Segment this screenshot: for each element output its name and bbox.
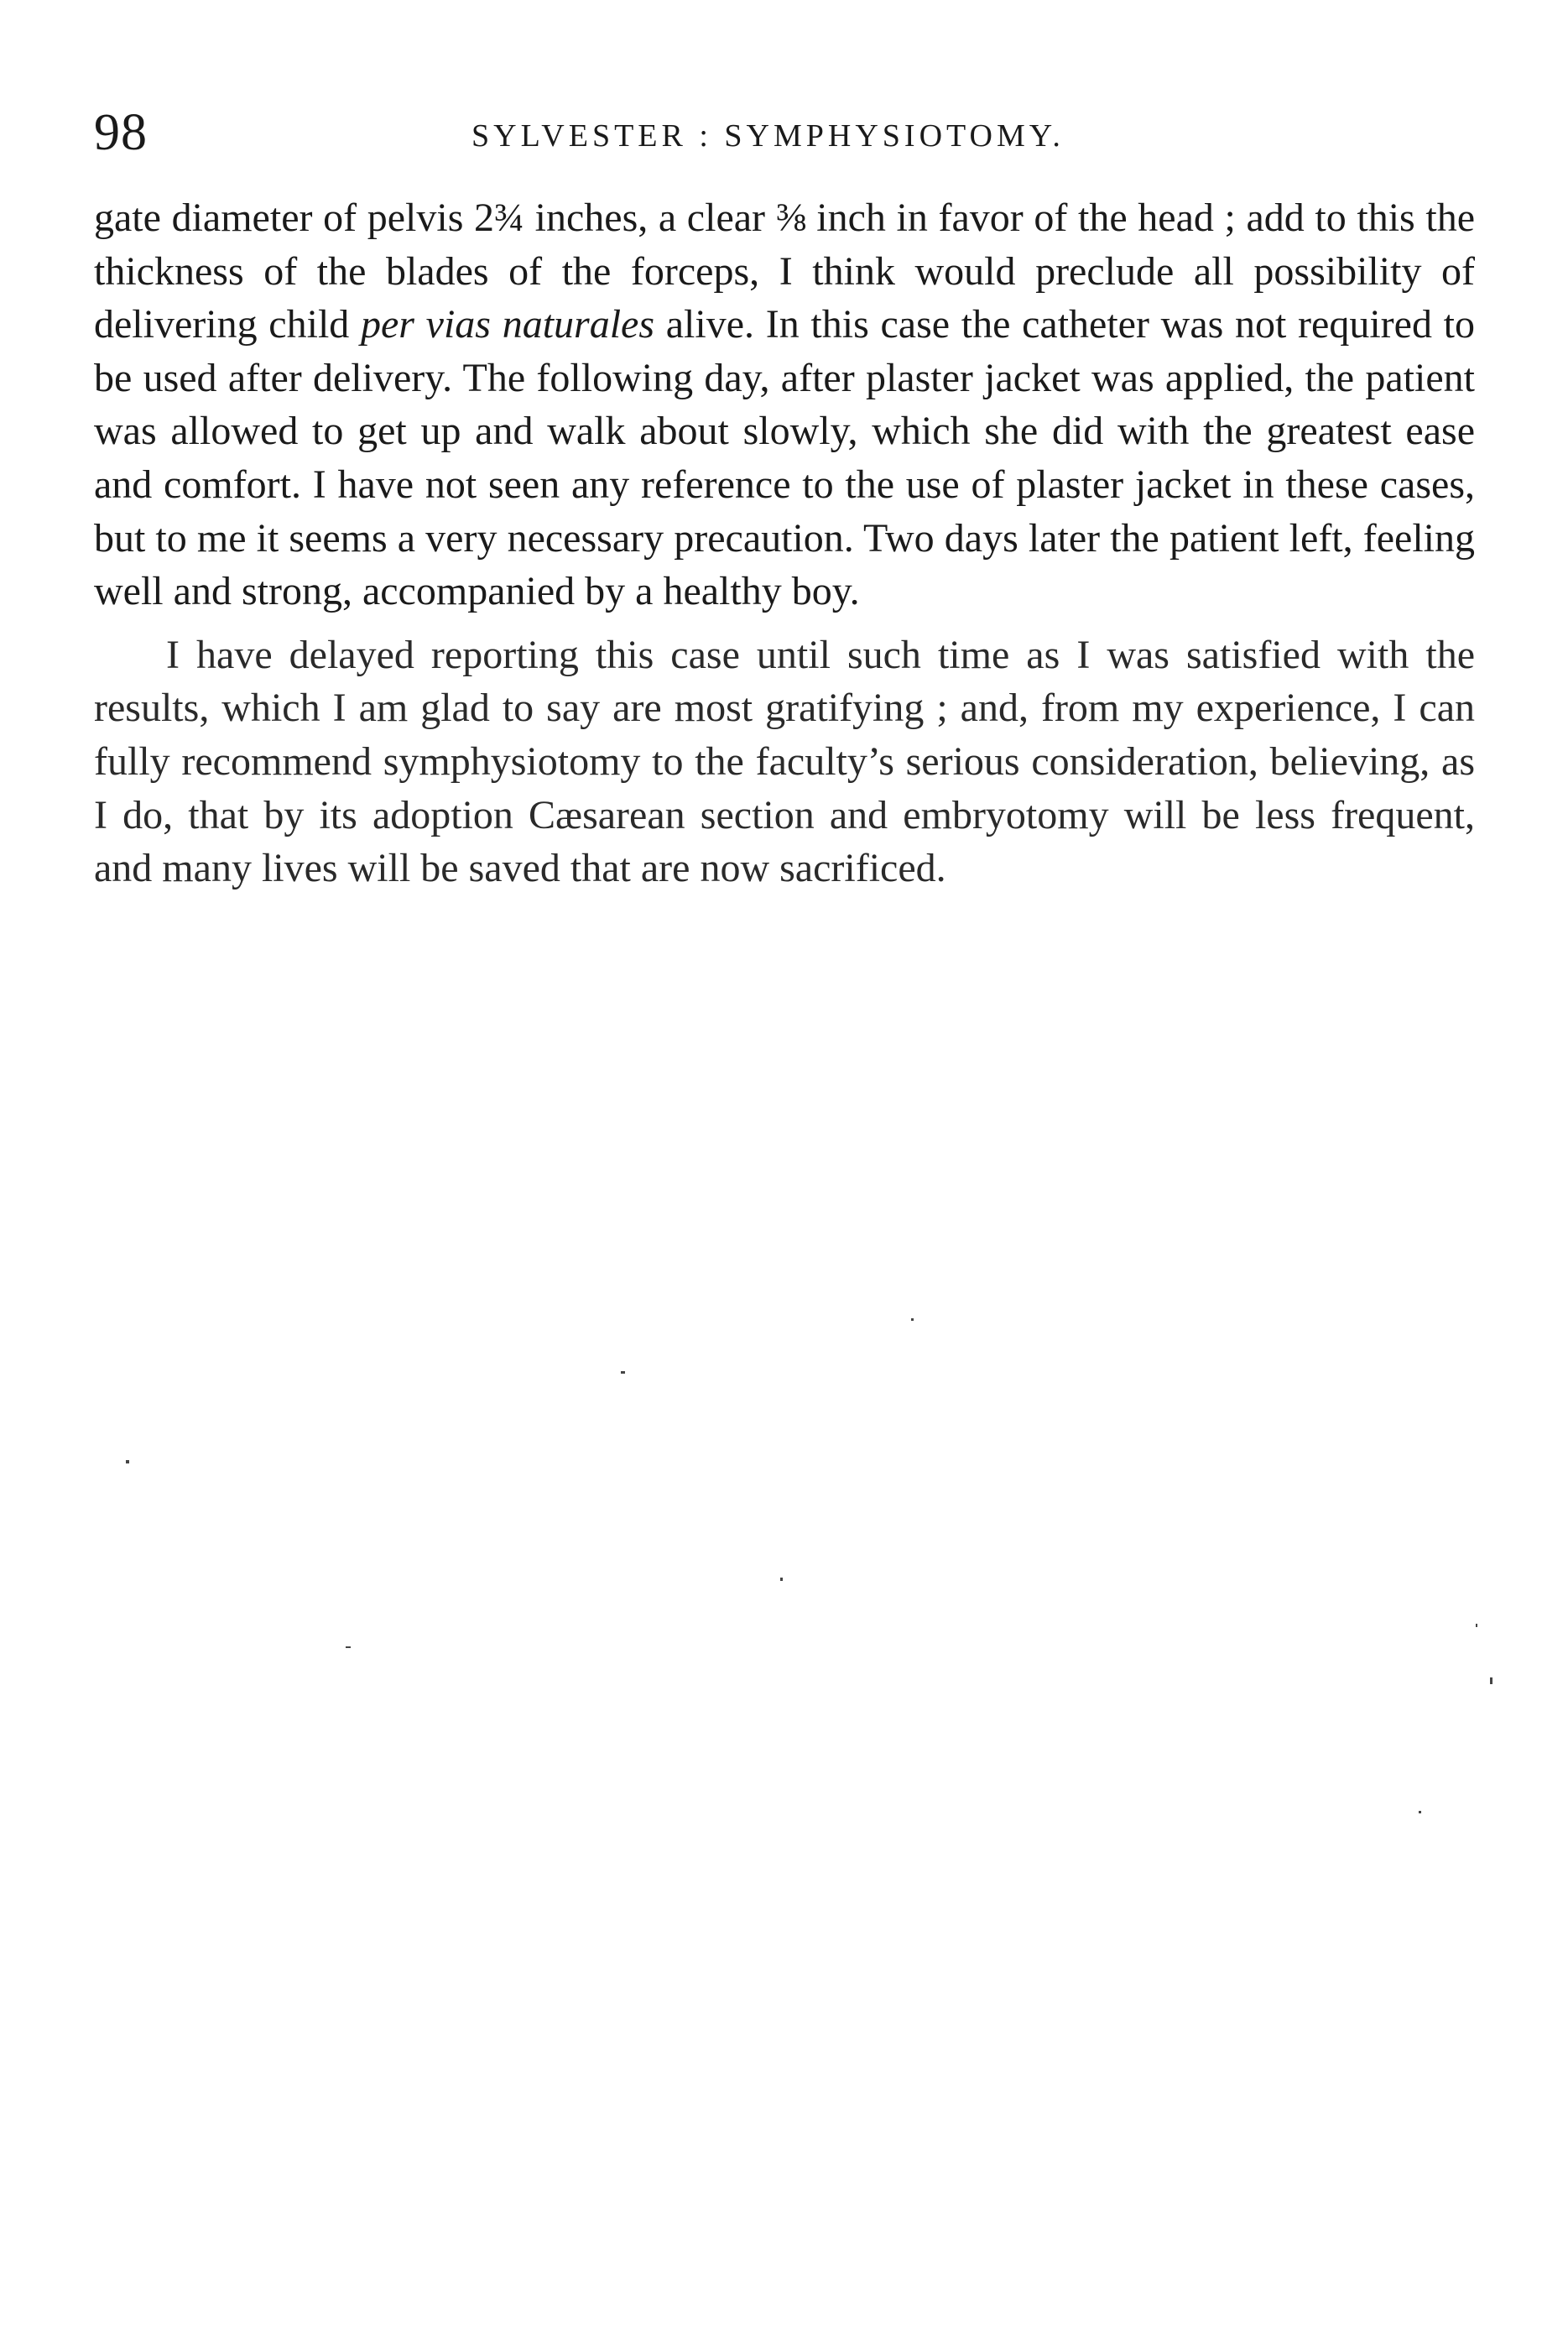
scan-speck	[346, 1646, 351, 1648]
scan-speck	[911, 1318, 914, 1321]
page-number: 98	[94, 104, 148, 161]
paragraph-1-part-a: gate diameter of pelvis 2¾ inches, a clear ⅜ inch in favor of the head ; add to this the thickness of the blades of the forceps, I think would preclude all possibility of delivering child	[94, 196, 1475, 347]
body-text	[94, 191, 1475, 895]
running-head: SYLVESTER : SYMPHYSIOTOMY.	[471, 118, 1065, 154]
italic-naturales: naturales	[502, 302, 655, 347]
italic-per-vias: per vias	[360, 302, 491, 347]
scan-speck	[1419, 1811, 1421, 1813]
paragraph-1-part-b	[491, 302, 503, 347]
scan-speck	[621, 1371, 625, 1374]
scan-speck	[1490, 1677, 1492, 1684]
page-header	[94, 99, 1475, 166]
scan-speck	[126, 1460, 129, 1463]
scan-speck	[1476, 1624, 1477, 1627]
scan-speck	[780, 1578, 783, 1581]
paragraph-2: I have delayed reporting this case until such time as I was satisfied with the results, which I am glad to say are most gratifying ; and, from my experience, I can fully recommend symphysiotomy to the faculty’s serious consideration, believing, as I do, that by its adoption Cæsarean section and embryotomy will be less frequent, and many lives will be saved that are now sacrificed.	[94, 632, 1475, 891]
paragraph-1	[94, 191, 1475, 618]
paragraph-1-part-c: alive. In this case the catheter was not required to be used after delivery. The following day, after plaster jacket was applied, the patient was allowed to get up and walk about slowly, which she did with the greatest ease and comfort. I have not seen any reference to the use of plaster jacket in these cases, but to me it seems a very necessary precaution. Two days later the patient left, feeling well and strong, accompanied by a healthy boy.	[94, 302, 1476, 614]
